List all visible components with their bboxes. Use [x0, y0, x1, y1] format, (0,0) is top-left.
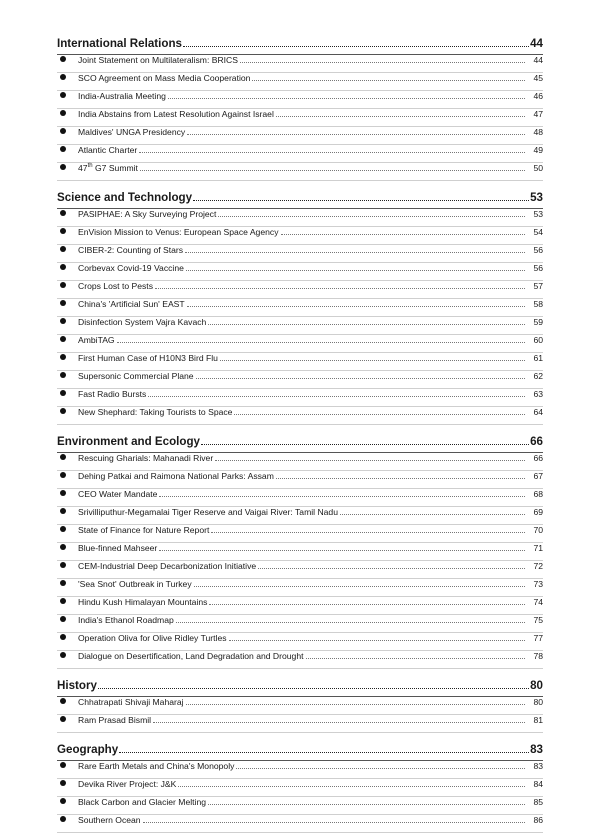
section-geography [57, 743, 543, 833]
entry-title: AmbiTAG [78, 335, 115, 345]
entry-page-number: 83 [533, 761, 543, 771]
entry-page-number: 56 [533, 245, 543, 255]
entry-page-number: 72 [533, 561, 543, 571]
bullet-icon [60, 264, 66, 270]
bullet-icon [60, 634, 66, 640]
entry-page-number: 66 [533, 453, 543, 463]
dot-leader [168, 98, 525, 99]
toc-entry[interactable] [57, 715, 543, 733]
entry-title: SCO Agreement on Mass Media Cooperation [78, 73, 251, 83]
bullet-icon [60, 562, 66, 568]
entry-title: Atlantic Charter [78, 145, 138, 155]
entry-page-number: 48 [533, 127, 543, 137]
dot-leader [201, 444, 529, 445]
entry-page-number: 61 [533, 353, 543, 363]
bullet-icon [60, 580, 66, 586]
bullet-icon [60, 92, 66, 98]
table-of-contents [57, 37, 543, 833]
dot-leader [306, 658, 526, 659]
dot-leader [117, 342, 525, 343]
section-history [57, 679, 543, 733]
dot-leader [211, 532, 525, 533]
entry-page-number: 80 [533, 697, 543, 707]
toc-entry[interactable] [57, 389, 543, 407]
dot-leader [234, 414, 525, 415]
entry-title: Crops Lost to Pests [78, 281, 153, 291]
toc-entry[interactable] [57, 543, 543, 561]
entry-title: Dehing Patkai and Raimona National Parks: Assam [78, 471, 274, 481]
bullet-icon [60, 372, 66, 378]
toc-entry[interactable] [57, 245, 543, 263]
bullet-icon [60, 816, 66, 822]
section-page-number: 44 [530, 37, 543, 50]
dot-leader [208, 804, 525, 805]
entry-page-number: 63 [533, 389, 543, 399]
entry-page-number: 54 [533, 227, 543, 237]
bullet-icon [60, 300, 66, 306]
toc-entry[interactable] [57, 127, 543, 145]
bullet-icon [60, 354, 66, 360]
section-page-number: 83 [530, 743, 543, 756]
entry-title: Blue-finned Mahseer [78, 543, 158, 553]
entry-page-number: 62 [533, 371, 543, 381]
toc-entry[interactable] [57, 145, 543, 163]
entry-title: CEO Water Mandate [78, 489, 158, 499]
dot-leader [119, 752, 529, 753]
dot-leader [155, 288, 525, 289]
bullet-icon [60, 698, 66, 704]
toc-entry[interactable] [57, 109, 543, 127]
entry-title: Rescuing Gharials: Mahanadi River [78, 453, 214, 463]
bullet-icon [60, 526, 66, 532]
bullet-icon [60, 598, 66, 604]
section-title: Science and Technology [57, 191, 193, 204]
bullet-icon [60, 246, 66, 252]
section-heading[interactable] [57, 679, 543, 697]
entry-title: Disinfection System Vajra Kavach [78, 317, 207, 327]
entry-page-number: 70 [533, 525, 543, 535]
dot-leader [139, 152, 525, 153]
dot-leader [153, 722, 525, 723]
section-international-relations [57, 37, 543, 181]
toc-entry[interactable] [57, 407, 543, 425]
bullet-icon [60, 228, 66, 234]
entry-page-number: 53 [533, 209, 543, 219]
entry-title: Chhatrapati Shivaji Maharaj [78, 697, 184, 707]
entry-title: Rare Earth Metals and China's Monopoly [78, 761, 235, 771]
entry-page-number: 47 [533, 109, 543, 119]
entry-title: CIBER-2: Counting of Stars [78, 245, 184, 255]
entry-page-number: 59 [533, 317, 543, 327]
bullet-icon [60, 318, 66, 324]
section-heading[interactable] [57, 743, 543, 761]
dot-leader [186, 704, 525, 705]
dot-leader [240, 62, 525, 63]
entry-page-number: 86 [533, 815, 543, 825]
bullet-icon [60, 508, 66, 514]
entry-title: Fast Radio Bursts [78, 389, 147, 399]
toc-entry[interactable] [57, 797, 543, 815]
entry-page-number: 71 [533, 543, 543, 553]
bullet-icon [60, 74, 66, 80]
dot-leader [140, 170, 525, 171]
entry-title: Dialogue on Desertification, Land Degradation and Drought [78, 651, 304, 661]
entry-title: Hindu Kush Himalayan Mountains [78, 597, 208, 607]
dot-leader [209, 604, 525, 605]
entry-title: Srivilliputhur-Megamalai Tiger Reserve and Vaigai River: Tamil Nadu [78, 507, 338, 517]
dot-leader [276, 116, 525, 117]
toc-entry[interactable] [57, 761, 543, 779]
toc-entry[interactable] [57, 263, 543, 281]
bullet-icon [60, 780, 66, 786]
toc-entry[interactable] [57, 579, 543, 597]
entry-title: Devika River Project: J&K [78, 779, 177, 789]
section-page-number: 53 [530, 191, 543, 204]
entry-title: China's 'Artificial Sun' EAST [78, 299, 185, 309]
bullet-icon [60, 146, 66, 152]
section-page-number: 66 [530, 435, 543, 448]
dot-leader [178, 786, 525, 787]
entry-title: Corbevax Covid-19 Vaccine [78, 263, 184, 273]
toc-entry[interactable] [57, 73, 543, 91]
entry-page-number: 78 [533, 651, 543, 661]
dot-leader [236, 768, 525, 769]
entry-page-number: 69 [533, 507, 543, 517]
entry-page-number: 84 [533, 779, 543, 789]
section-title: History [57, 679, 97, 692]
toc-entry[interactable] [57, 281, 543, 299]
toc-entry[interactable] [57, 525, 543, 543]
entry-title: Black Carbon and Glacier Melting [78, 797, 207, 807]
dot-leader [148, 396, 525, 397]
bullet-icon [60, 798, 66, 804]
dot-leader [186, 270, 525, 271]
bullet-icon [60, 616, 66, 622]
toc-entry[interactable] [57, 163, 543, 181]
section-heading[interactable] [57, 435, 543, 453]
toc-entry[interactable] [57, 597, 543, 615]
toc-entry[interactable] [57, 651, 543, 669]
entry-title: Southern Ocean [78, 815, 141, 825]
toc-entry[interactable] [57, 633, 543, 651]
bullet-icon [60, 128, 66, 134]
dot-leader [196, 378, 525, 379]
dot-leader [215, 460, 525, 461]
section-environment-and-ecology [57, 435, 543, 669]
toc-entry[interactable] [57, 507, 543, 525]
toc-entry[interactable] [57, 55, 543, 73]
section-title: Environment and Ecology [57, 435, 201, 448]
dot-leader [176, 622, 525, 623]
entry-title: New Shephard: Taking Tourists to Space [78, 407, 233, 417]
entry-title: Maldives' UNGA Presidency [78, 127, 186, 137]
bullet-icon [60, 210, 66, 216]
entry-page-number: 57 [533, 281, 543, 291]
entry-title: PASIPHAE: A Sky Surveying Project [78, 209, 217, 219]
toc-entry[interactable] [57, 335, 543, 353]
bullet-icon [60, 56, 66, 62]
entry-title: India's Ethanol Roadmap [78, 615, 174, 625]
toc-entry[interactable] [57, 489, 543, 507]
bullet-icon [60, 164, 66, 170]
toc-entry[interactable] [57, 779, 543, 797]
section-science-and-technology [57, 191, 543, 425]
bullet-icon [60, 454, 66, 460]
dot-leader [183, 46, 529, 47]
bullet-icon [60, 490, 66, 496]
toc-entry[interactable] [57, 317, 543, 335]
entry-title: Supersonic Commercial Plane [78, 371, 194, 381]
toc-entry[interactable] [57, 697, 543, 715]
toc-entry[interactable] [57, 299, 543, 317]
toc-entry[interactable] [57, 227, 543, 245]
dot-leader [159, 496, 525, 497]
entry-page-number: 67 [533, 471, 543, 481]
entry-page-number: 81 [533, 715, 543, 725]
entry-page-number: 44 [533, 55, 543, 65]
toc-entry[interactable] [57, 453, 543, 471]
toc-entry[interactable] [57, 91, 543, 109]
entry-page-number: 85 [533, 797, 543, 807]
entry-page-number: 74 [533, 597, 543, 607]
section-heading[interactable] [57, 37, 543, 55]
entry-title: Operation Oliva for Olive Ridley Turtles [78, 633, 227, 643]
section-page-number: 80 [530, 679, 543, 692]
entry-page-number: 45 [533, 73, 543, 83]
bullet-icon [60, 652, 66, 658]
dot-leader [187, 306, 525, 307]
entry-page-number: 64 [533, 407, 543, 417]
toc-entry[interactable] [57, 815, 543, 833]
bullet-icon [60, 472, 66, 478]
dot-leader [98, 688, 529, 689]
entry-page-number: 75 [533, 615, 543, 625]
entry-page-number: 49 [533, 145, 543, 155]
entry-title: EnVision Mission to Venus: European Space Agency [78, 227, 279, 237]
entry-page-number: 68 [533, 489, 543, 499]
bullet-icon [60, 282, 66, 288]
entry-title: Joint Statement on Multilateralism: BRICS [78, 55, 238, 65]
dot-leader [159, 550, 525, 551]
toc-entry[interactable] [57, 471, 543, 489]
dot-leader [194, 586, 525, 587]
entry-page-number: 46 [533, 91, 543, 101]
section-title: International Relations [57, 37, 182, 50]
entry-title: 'Sea Snot' Outbreak in Turkey [78, 579, 192, 589]
entry-page-number: 60 [533, 335, 543, 345]
toc-entry[interactable] [57, 371, 543, 389]
entry-page-number: 56 [533, 263, 543, 273]
dot-leader [252, 80, 525, 81]
entry-title: 47th G7 Summit [78, 163, 138, 173]
dot-leader [185, 252, 525, 253]
bullet-icon [60, 762, 66, 768]
entry-title: India-Australia Meeting [78, 91, 166, 101]
dot-leader [193, 200, 529, 201]
toc-entry[interactable] [57, 353, 543, 371]
bullet-icon [60, 390, 66, 396]
entry-page-number: 77 [533, 633, 543, 643]
section-heading[interactable] [57, 191, 543, 209]
entry-page-number: 73 [533, 579, 543, 589]
entry-page-number: 58 [533, 299, 543, 309]
entry-title: Ram Prasad Bismil [78, 715, 152, 725]
dot-leader [229, 640, 525, 641]
entry-page-number: 50 [533, 163, 543, 173]
toc-entry[interactable] [57, 561, 543, 579]
bullet-icon [60, 110, 66, 116]
toc-entry[interactable] [57, 209, 543, 227]
bullet-icon [60, 408, 66, 414]
section-title: Geography [57, 743, 119, 756]
entry-title: State of Finance for Nature Report [78, 525, 210, 535]
entry-title: CEM-Industrial Deep Decarbonization Initiative [78, 561, 257, 571]
dot-leader [258, 568, 525, 569]
bullet-icon [60, 336, 66, 342]
dot-leader [218, 216, 525, 217]
dot-leader [276, 478, 525, 479]
dot-leader [220, 360, 525, 361]
entry-title: India Abstains from Latest Resolution Against Israel [78, 109, 274, 119]
entry-title: First Human Case of H10N3 Bird Flu [78, 353, 218, 363]
dot-leader [281, 234, 526, 235]
dot-leader [208, 324, 525, 325]
dot-leader [187, 134, 525, 135]
bullet-icon [60, 716, 66, 722]
dot-leader [143, 822, 525, 823]
bullet-icon [60, 544, 66, 550]
toc-entry[interactable] [57, 615, 543, 633]
dot-leader [340, 514, 525, 515]
